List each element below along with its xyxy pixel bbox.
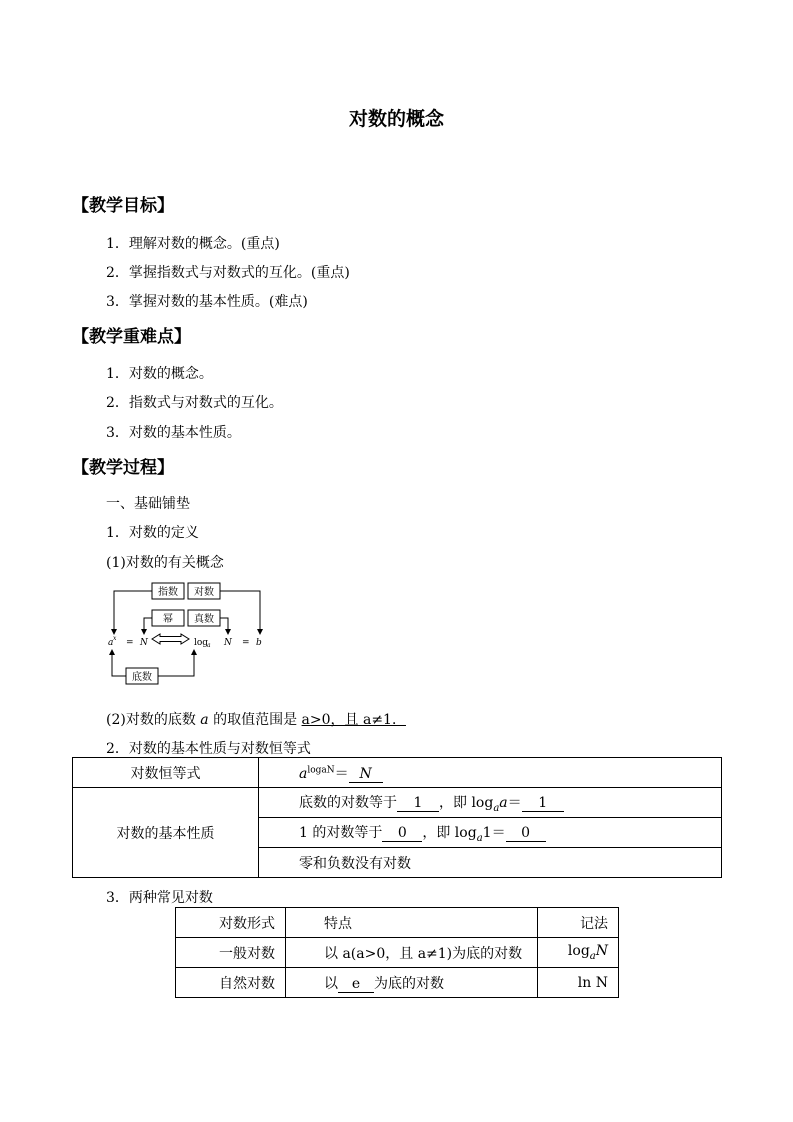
property-table — [72, 757, 722, 878]
diagram-x-sup: x — [113, 635, 117, 642]
keypoint-item-2: 2．指数式与对数式的互化。 — [106, 395, 283, 411]
diagram-eq-1: = — [126, 638, 134, 648]
diagram-a: a — [108, 638, 114, 648]
property-row-base: 底数的对数等于 1 ，即 $\log_aa= 1$ — [259, 788, 722, 818]
row-natural-form: 自然对数 — [176, 968, 286, 998]
basic-property-label: 对数的基本性质 — [73, 788, 259, 878]
diagram-log: log — [194, 638, 209, 648]
keypoint-item-3: 3．对数的基本性质。 — [106, 425, 241, 441]
row-natural-feature: 以 e 为底的对数 — [286, 968, 538, 998]
goal-item-2: 2．掌握指数式与对数式的互化。(重点) — [106, 265, 350, 281]
property-row-one: 1 的对数等于 0 ，即 $\log_a1= 0$ — [259, 818, 722, 848]
definition-sub-1: (1)对数的有关概念 — [106, 555, 224, 571]
diagram-label-base: 底数 — [132, 672, 152, 683]
diagram-N2: N — [224, 638, 232, 648]
goal-item-3: 3．掌握对数的基本性质。(难点) — [106, 294, 308, 310]
section-heading-keypoints: 【教学重难点】 — [72, 327, 191, 347]
header-form: 对数形式 — [176, 908, 286, 938]
diagram-label-power: 幂 — [163, 614, 173, 625]
identity-label: 对数恒等式 — [73, 758, 259, 788]
process-part-1: 一、基础铺垫 — [106, 496, 190, 512]
definition-sub-2: (2)对数的底数 a 的取值范围是 a>0，且 a≠1． — [106, 712, 406, 728]
common-log-heading: 3．两种常见对数 — [106, 890, 213, 906]
diagram-label-logarithm: 对数 — [194, 587, 214, 598]
definition-heading: 1．对数的定义 — [106, 525, 199, 541]
diagram-label-antilog: 真数 — [194, 614, 214, 625]
row-general-notation: $\log_aN$ — [538, 938, 619, 968]
diagram-b: b — [256, 638, 262, 648]
diagram-label-exponent: 指数 — [158, 587, 178, 598]
section-heading-process: 【教学过程】 — [72, 458, 174, 478]
page-title: 对数的概念 — [348, 108, 444, 130]
base-range-answer: a>0，且 a≠1． — [301, 712, 406, 728]
diagram-log-sub: a — [207, 642, 211, 649]
diagram-eq-2: = — [242, 638, 250, 648]
section-heading-goals: 【教学目标】 — [72, 196, 174, 216]
header-notation: 记法 — [538, 908, 619, 938]
property-row-nonpositive: 零和负数没有对数 — [259, 848, 722, 878]
row-general-form: 一般对数 — [176, 938, 286, 968]
common-log-table — [175, 907, 619, 998]
identity-formula: $a^{logaN}= N$ — [259, 758, 722, 788]
row-general-feature: 以 a(a>0，且 a≠1)为底的对数 — [286, 938, 538, 968]
header-feature: 特点 — [286, 908, 538, 938]
diagram-N: N — [140, 638, 148, 648]
property-heading: 2．对数的基本性质与对数恒等式 — [106, 741, 311, 757]
goal-item-1: 1．理解对数的概念。(重点) — [106, 236, 280, 252]
log-concept-diagram — [104, 582, 274, 692]
keypoint-item-1: 1．对数的概念。 — [106, 366, 213, 382]
row-natural-notation: ln N — [538, 968, 619, 998]
